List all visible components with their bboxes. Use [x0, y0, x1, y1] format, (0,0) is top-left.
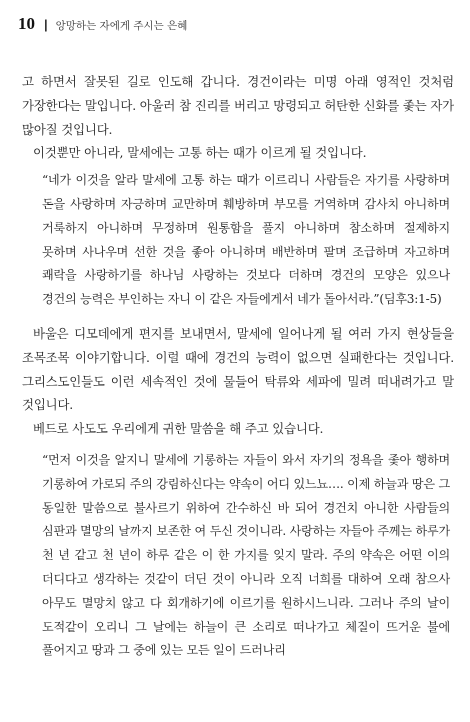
- scripture-quote-1: “네가 이것을 알라 말세에 고통 하는 때가 이르리니 사람들은 자기를 사랑하며 돈을 사랑하며 자긍하며 교만하며 훼방하며 부모를 거역하며 감사치 아니하며 거룩하지 아니하며 무정하며 원통함을 풀지 아니하며 참소하며 절제하지 못하며 사나우며 선한 것을 좋아 아니하며 배반하며 팔며 조급하며 자고하며 쾌락을 사랑하기를 하나님 사랑하는 것보다 더하며 경건의 모양은 있으나 경건의 능력은 부인하는 자니 이 같은 자들에게서 네가 돌아서라.”(딤후3:1-5): [42, 173, 450, 307]
- running-header: [18, 14, 458, 38]
- scripture-quote-2: “먼저 이것을 알지니 말세에 기롱하는 자들이 와서 자기의 정욕을 좇아 행하며 기롱하여 가로되 주의 강림하신다는 약속이 어디 있느뇨…. 이제 하늘과 땅은 그 동일한 말씀으로 불사르기 위하여 간수하신 바 되어 경건치 아니한 사람들의 심판과 멸망의 날까지 보존한 여 두신 것이니라. 사랑하는 자들아 주께는 하루가 천 년 같고 천 년이 하루 같은 이 한 가지를 잊지 말라. 주의 약속은 어떤 이의 더디다고 생각하는 것같이 더딘 것이 아니라 오직 너희를 대하여 오래 참으사 아무도 멸망치 않고 다 회개하기에 이르기를 원하시느니라. 그러나 주의 날이 도적같이 오리니 그 날에는 하늘이 큰 소리로 떠나가고 체질이 뜨거운 불에 풀어지고 땅과 그 중에 있는 모든 일이 드러나리: [42, 452, 450, 658]
- paragraph-3: 바울은 디모데에게 편지를 보내면서, 말세에 일어나게 될 여러 가지 현상들을 조목조목 이야기합니다. 이럴 때에 경건의 능력이 없으면 실패한다는 것입니다. 그리스도인들도 이런 세속적인 것에 물들어 탁류와 세파에 밀려 떠내려가고 말 것입니다.: [22, 325, 454, 413]
- paragraph-1: 고 하면서 잘못된 길로 인도해 갑니다. 경건이라는 미명 아래 영적인 것처럼 가장한다는 말입니다. 아울러 참 진리를 버리고 망령되고 허탄한 신화를 좇는 자가 많아질 것입니다.: [22, 74, 454, 137]
- running-title: 앙망하는 자에게 주시는 은혜: [55, 20, 188, 32]
- page-body: [22, 70, 454, 671]
- paragraph-4: 베드로 사도도 우리에게 귀한 말씀을 해 주고 있습니다.: [33, 421, 324, 437]
- page-number: 10: [18, 14, 35, 33]
- paragraph-2: 이것뿐만 아니라, 말세에는 고통 하는 때가 이르게 될 것입니다.: [33, 145, 367, 161]
- header-separator: |: [44, 17, 48, 32]
